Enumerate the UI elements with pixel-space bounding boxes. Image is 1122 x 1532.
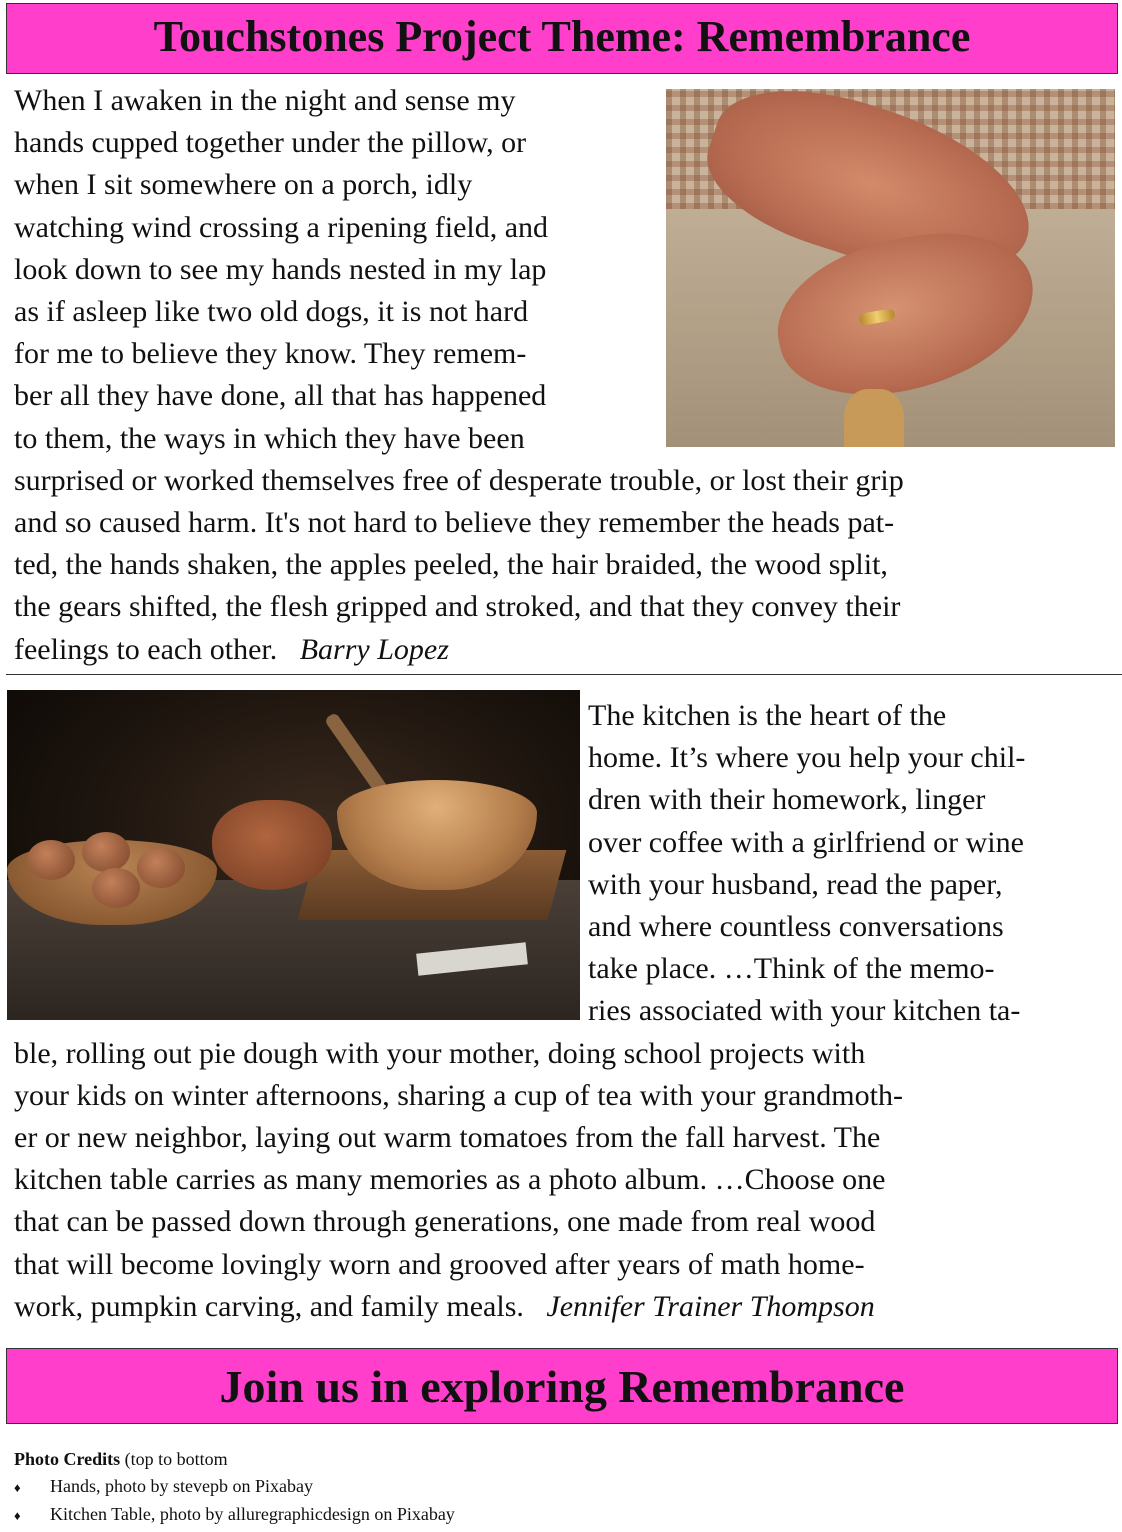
quote-thompson (14, 695, 1025, 1328)
quote-line: dren with their homework, linger (588, 783, 986, 817)
diamond-bullet-icon: ♦ (14, 1508, 21, 1523)
quote-line: as if asleep like two old dogs, it is not hard (14, 295, 529, 329)
quote-line: the gears shifted, the flesh gripped and stroked, and that they convey their (14, 590, 901, 624)
quote-last-line (14, 629, 904, 671)
credit-item (14, 1501, 455, 1529)
quote-line: ries associated with your kitchen ta- (588, 994, 1021, 1028)
photo-credits (14, 1446, 455, 1529)
quote-line: and so caused harm. It's not hard to believe they remember the heads pat- (14, 506, 895, 540)
quote-line: that can be passed down through generations, one made from real wood (14, 1205, 876, 1239)
quote-line: ble, rolling out pie dough with your mother, doing school projects with (14, 1036, 866, 1070)
quote-line: that will become lovingly worn and grooved after years of math home- (14, 1247, 865, 1281)
quote-line: to them, the ways in which they have been (14, 421, 525, 455)
quote-line: hands cupped together under the pillow, or (14, 126, 527, 160)
section-divider (6, 674, 1122, 675)
credits-title-suffix: (top to bottom (120, 1449, 228, 1469)
quote-line: when I sit somewhere on a porch, idly (14, 168, 473, 202)
quote-line: look down to see my hands nested in my lap (14, 252, 547, 286)
credits-title: Photo Credits (14, 1449, 121, 1469)
quote-line: home. It’s where you help your chil- (588, 741, 1026, 775)
quote-line: When I awaken in the night and sense my (14, 84, 516, 117)
quote-line: over coffee with a girlfriend or wine (588, 825, 1024, 859)
quote-line: watching wind crossing a ripening field, and (14, 210, 549, 244)
author-attribution: Jennifer Trainer Thompson (546, 1289, 875, 1323)
quote-lopez (14, 80, 904, 671)
author-attribution: Barry Lopez (299, 632, 449, 666)
quote-line: kitchen table carries as many memories as a photo album. …Choose one (14, 1163, 886, 1197)
quote-line: The kitchen is the heart of the (588, 699, 947, 732)
quote-line: your kids on winter afternoons, sharing a cup of tea with your grandmoth- (14, 1078, 903, 1112)
credit-text: Hands, photo by stevepb on Pixabay (50, 1476, 313, 1496)
diamond-bullet-icon: ♦ (14, 1480, 21, 1495)
quote-line: surprised or worked themselves free of desperate trouble, or lost their grip (14, 463, 904, 497)
footer-banner: Join us in exploring Remembrance (6, 1348, 1118, 1424)
credit-text: Kitchen Table, photo by alluregraphicdesign on Pixabay (50, 1504, 455, 1524)
credits-heading (14, 1446, 455, 1473)
quote-line: for me to believe they know. They remem- (14, 337, 527, 371)
quote-line: and where countless conversations (588, 910, 1004, 944)
quote-line: ted, the hands shaken, the apples peeled, the hair braided, the wood split, (14, 548, 888, 582)
credit-item (14, 1473, 455, 1501)
quote-line: with your husband, read the paper, (588, 867, 1003, 901)
quote-line: feelings to each other. (14, 632, 278, 666)
quote-line: work, pumpkin carving, and family meals. (14, 1289, 524, 1323)
quote-last-line (14, 1286, 1025, 1328)
quote-line: ber all they have done, all that has happened (14, 379, 547, 413)
page-title: Touchstones Project Theme: Remembrance (6, 3, 1118, 74)
quote-line: take place. …Think of the memo- (588, 952, 995, 986)
quote-line: er or new neighbor, laying out warm tomatoes from the fall harvest. The (14, 1121, 881, 1155)
